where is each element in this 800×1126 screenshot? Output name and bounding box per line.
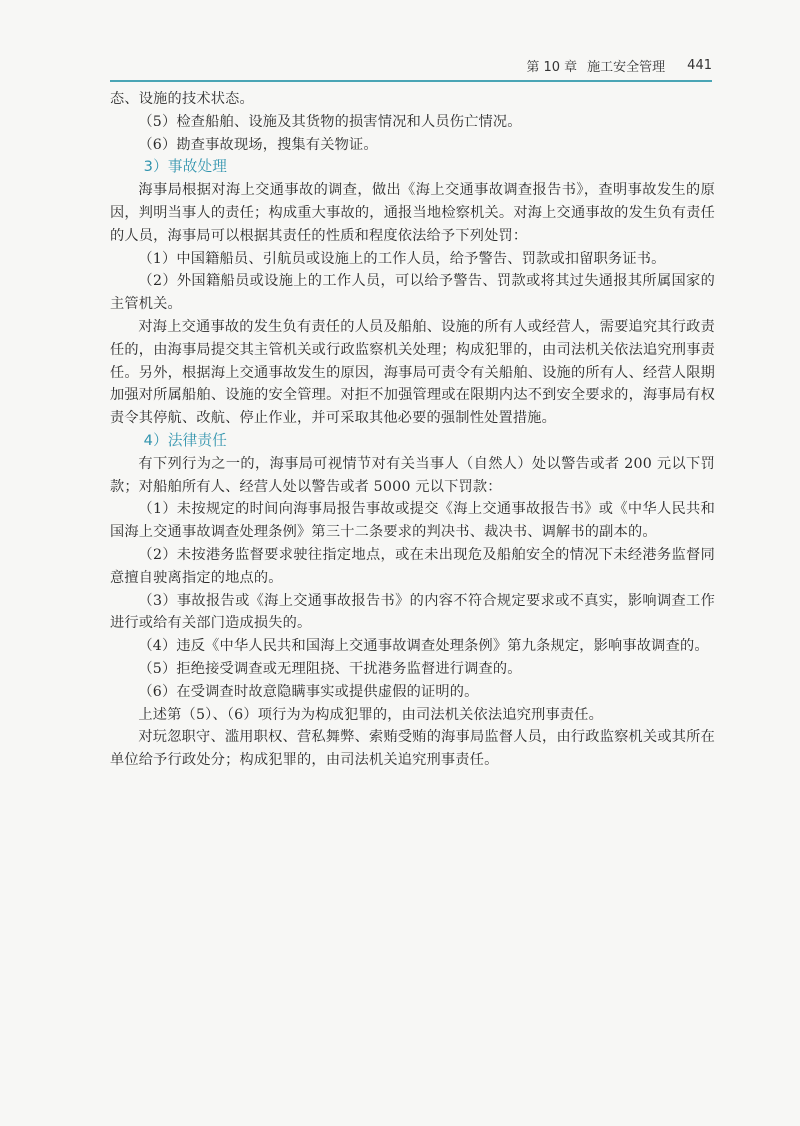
section-heading-4: 4）法律责任	[143, 431, 228, 449]
section-heading-3: 3）事故处理	[143, 158, 228, 176]
list-item: （1）中国籍船员、引航员或设施上的工作人员，给予警告、罚款或扣留职务证书。	[138, 250, 666, 267]
list-item: （5）拒绝接受调查或无理阻挠、干扰港务监督进行调查的。	[138, 660, 522, 677]
running-header	[110, 52, 712, 78]
list-item: （5）检查船舶、设施及其货物的损害情况和人员伤亡情况。	[138, 113, 522, 130]
list-item: （6）在受调查时故意隐瞒事实或提供虚假的证明的。	[138, 683, 479, 700]
paragraph: 对玩忽职守、滥用职权、营私舞弊、索贿受贿的海事局监督人员，由行政监察机关或其所在单位给予行政处分；构成犯罪的，由司法机关追究刑事责任。	[110, 729, 715, 769]
paragraph: 对海上交通事故的发生负有责任的人员及船舶、设施的所有人或经营人，需要追究其行政责任的，由海事局提交其主管机关或行政监察机关处理；构成犯罪的，由司法机关依法追究刑事责任。另外，根据海上交通事故发生的原因，海事局可责令有关船舶、设施的所有人、经营人限期加强对所属船舶、设施的安全管理。对拒不加强管理或在限期内达不到安全要求的，海事局有权责令其停航、改航、停止作业，并可采取其他必要的强制性处置措施。	[110, 318, 715, 427]
list-item: （3）事故报告或《海上交通事故报告书》的内容不符合规定要求或不真实，影响调查工作进行或给有关部门造成损失的。	[110, 592, 715, 632]
paragraph-continued: 态、设施的技术状态。	[110, 91, 254, 107]
list-item: （6）勘查事故现场，搜集有关物证。	[138, 136, 378, 153]
paragraph: 有下列行为之一的，海事局可视情节对有关当事人（自然人）处以警告或者 200 元以下罚款；对船舶所有人、经营人处以警告或者 5000 元以下罚款：	[110, 455, 715, 495]
chapter-label: 第 10 章	[526, 59, 578, 75]
list-item: （2）外国籍船员或设施上的工作人员，可以给予警告、罚款或将其过失通报其所属国家的主管机关。	[110, 273, 715, 313]
page-number: 441	[687, 57, 712, 73]
page-body	[110, 88, 715, 772]
paragraph: 海事局根据对海上交通事故的调查，做出《海上交通事故调查报告书》，查明事故发生的原因，判明当事人的责任；构成重大事故的，通报当地检察机关。对海上交通事故的发生负有责任的人员，海事局可以根据其责任的性质和程度依法给予下列处罚：	[110, 182, 715, 244]
chapter-title: 施工安全管理	[587, 59, 666, 75]
header-rule	[110, 80, 712, 82]
list-item: （2）未按港务监督要求驶往指定地点，或在未出现危及船舶安全的情况下未经港务监督同意擅自驶离指定的地点的。	[110, 546, 715, 586]
list-item: （1）未按规定的时间向海事局报告事故或提交《海上交通事故报告书》或《中华人民共和国海上交通事故调查处理条例》第三十二条要求的判决书、裁决书、调解书的副本的。	[110, 501, 715, 541]
list-item: （4）违反《中华人民共和国海上交通事故调查处理条例》第九条规定，影响事故调查的。	[138, 638, 709, 655]
paragraph: 上述第（5）、（6）项行为为构成犯罪的，由司法机关依法追究刑事责任。	[138, 706, 604, 723]
